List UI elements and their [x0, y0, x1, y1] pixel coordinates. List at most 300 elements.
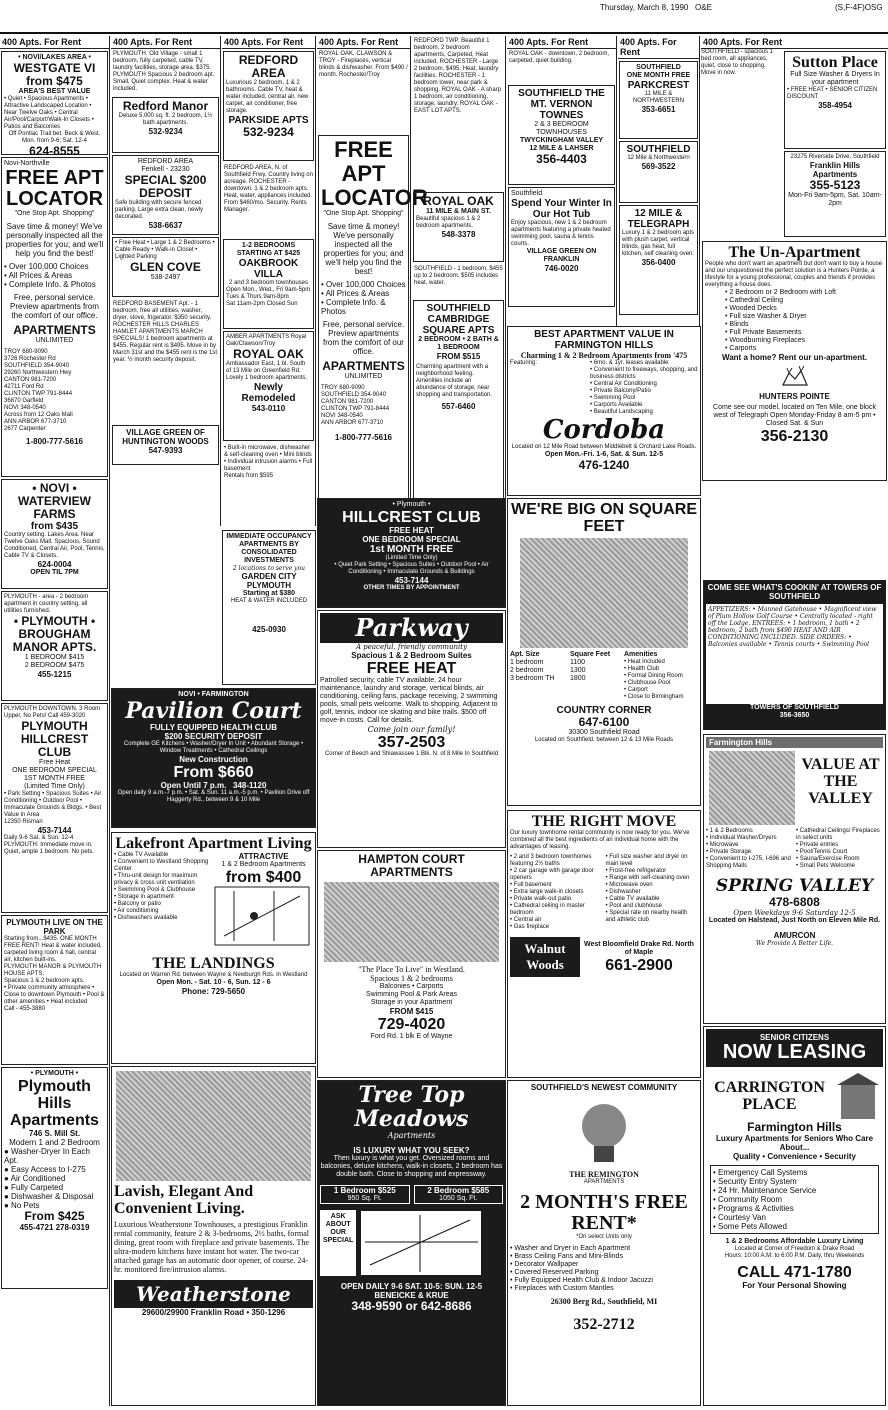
table-cell: 1 bedroom [510, 659, 544, 666]
ad-tag: NOVI • FARMINGTON [178, 691, 249, 698]
ad-title: Lavish, Elegant And Convenient Living. [114, 1183, 254, 1217]
royal-oak-ad: AMBER APARTMENTS Royal Oak/Clawson/Troy ROYAL OAK Ambassador East, 1 bl. South of 13 Mile on Greenfield Rd. Lovely 1 bedroom apartments. Newly Remodeled 543-0110 [223, 331, 314, 441]
ad-phone: 547-9393 [148, 446, 183, 455]
ad-subtitle: Modern 1 and 2 Bedroom [9, 1138, 100, 1147]
feature: • Balcony or patio [114, 901, 161, 907]
ad-preview: Free, personal service. Preview apartments from the comfort of our office. [322, 320, 405, 356]
ad-title: • NOVI • WATERVIEW FARMS [18, 481, 91, 521]
ad-phone: 532-9234 [243, 125, 294, 139]
ad-hours: Mon-Fri 9am-5pm, Sat. 10am-2pm [788, 192, 882, 207]
ad-phone: 348-1120 [233, 781, 267, 790]
feet-illustration [520, 538, 688, 648]
classified-text: • Built-in microwave, dishwasher & self-cleaning oven • Mini blinds • Individual intrusion alarms • Full basement Rentals from $595 [224, 445, 313, 479]
column-heading: 400 Apts. For Rent [618, 36, 699, 59]
column-7 [618, 36, 700, 326]
waterview-ad: • NOVI • WATERVIEW FARMS from $435 Country setting. Lakes Area. Near Twelve Oaks Mall. Spacious, Sound Conditioned, Central Air, Pool, Tennis, Cable TV & Closets. 624-0004 OPEN TIL 7PM [1, 479, 108, 589]
bullet: ● Easy Access to I-275 [4, 1165, 86, 1174]
ad-footer: Open daily 9 a.m.-7 p.m. • Sat. & Sun. 11 a.m.-5 p.m. • Pavilion Drive off Haggerty Rd., between 9 & 10 Mile [117, 790, 310, 803]
ad-subtitle: AREA'S BEST VALUE [18, 88, 91, 95]
feature: • Private Balcony/Patio [590, 388, 651, 394]
hot-tub-ad: Southfield Spend Your Winter In Our Hot Tub Enjoy spacious, new 1 & 2 bedroom apartments featuring a private heated swimming pool, sauna & tennis courts. VILLAGE GREEN ON FRANKLIN 746-0020 [508, 187, 615, 307]
ad-visit: Come see our model, located on Ten Mile, one block west of Telegraph Open Monday-Friday 8 am-5 pm • Closed Sat. & Sun [713, 404, 876, 427]
table-header: Square Feet [570, 651, 611, 658]
ad-subtitle: 2 & 3 BEDROOM TOWNHOUSES [534, 121, 589, 136]
feature: • Extra large walk-in closets [510, 889, 584, 895]
ad-title: IS LUXURY WHAT YOU SEEK? [353, 1146, 470, 1155]
brand: HUNTERS POINTE [759, 392, 830, 401]
ad-title: NOW LEASING [722, 1041, 867, 1063]
amenity: • Close to Birmingham [624, 694, 684, 700]
ad-title: Plymouth Hills Apartments [10, 1078, 99, 1129]
ad-line: FREE HEAT [389, 526, 434, 535]
amenity: • Clubhouse Pool [624, 680, 671, 686]
feature: • Fully Equipped Health Club & Indoor Jacuzzi [510, 1277, 653, 1284]
feature: • Private Storage [706, 849, 752, 855]
ad-slogan: "One Stop Apt. Shopping" [323, 210, 404, 217]
column-2 [111, 36, 221, 526]
ad-slogan: "One Stop Apt. Shopping" [14, 210, 95, 217]
ad-line: PLYMOUTH [246, 581, 292, 590]
feature: • Sauna/Exercise Room [796, 856, 860, 862]
ad-title: PLYMOUTH HILLCREST CLUB [20, 719, 89, 759]
ad-title: SOUTHFIELD [626, 144, 691, 155]
ad-cta: Want a home? Rent our un-apartment. [721, 353, 868, 362]
country-corner-ad [507, 498, 701, 806]
table-cell: 1300 [570, 667, 586, 674]
ad-phone: 746-0020 [544, 264, 579, 273]
ad-phone: 1-800-777-5616 [26, 437, 83, 446]
top-rule [0, 32, 888, 34]
brand-logo: Tree Top Meadows [354, 1082, 469, 1132]
southfield-ad [619, 141, 698, 203]
ad-subtitle: Full Size Washer & Dryers In your apartment [790, 71, 880, 86]
bullet: • Over 100,000 Choices [321, 280, 406, 289]
brand-sub: UNLIMITED [344, 373, 383, 380]
ad-tag: • Plymouth • [392, 501, 431, 508]
unit-price: 1 Bedroom $525 [333, 1186, 396, 1195]
ad-phone: 425-0930 [252, 625, 286, 634]
ad-phone: 455-1215 [37, 670, 72, 679]
ad-phone: 729-4020 [377, 1016, 446, 1033]
ad-phone: 548-3378 [441, 230, 476, 239]
ad-line: $200 SECURITY DEPOSIT [164, 732, 263, 741]
brand: APARTMENTS [13, 323, 96, 337]
apt-locator-ad: Novi-Northville FREE APT LOCATOR "One Stop Apt. Shopping" Save time & money! We've personally inspected all the properties for you; and we'll help you find the best! • Over 100,000 Choices • All Prices & Areas • Complete Info. & Photos Free, personal service. Preview apartments from the comfort of our office. APARTMENTS UNLIMITED TROY 680-9090 3726 Rochester Rd SOUTHFIELD 354-9040 29260 Northwestern Hwy CANTON 981-7200 42711 Ford Rd CLINTON TWP 791-8444 36870 Garfield NOVI 348-0540 Across from 12 Oaks Mall ANN ARBOR 677-3710 2677 Carpenter 1-800-777-5616 [1, 157, 108, 477]
ad-phone: 624-0004 [37, 560, 72, 569]
ad-body: Deluxe 5,000 sq. ft. 2 bedroom, 1½ bath apartments. [118, 113, 213, 126]
brand-logo: Cordoba [542, 415, 666, 445]
ad-footer: OTHER TIMES BY APPOINTMENT [363, 585, 460, 591]
ad-phone: 356-0400 [641, 258, 676, 267]
column-heading: 400 Apts. For Rent [701, 36, 888, 49]
oakbrook-ad: 1-2 BEDROOMS STARTING AT $425 OAKBROOK VILLA 2 and 3 bedroom townhouses Open Mon., Wed., Fri 9am-5pm Tues & Thurs 9am-8pm Sat 11am-2pm Closed Sun [223, 239, 314, 329]
ad-title: Redford Manor [122, 99, 209, 113]
ad-title: Lakefront Apartment Living [115, 835, 312, 852]
ad-phone: 538-2497 [150, 274, 181, 281]
ad-title: • PLYMOUTH • BROUGHAM MANOR APTS. [12, 614, 97, 654]
feature: • Special rate on nearby health and athletic club [605, 910, 688, 923]
ad-phone: 352-2712 [573, 1316, 635, 1333]
page-code: (S,F-4F)OSG [835, 3, 883, 12]
landings-ad [111, 832, 316, 1064]
plymouth-misc-ad: PLYMOUTH LIVE ON THE PARK Starting from...$435. ONE MONTH FREE RENT! Heat & water included, carpeted living room & hall, central air, kitchen built-ins. PLYMOUTH MANOR & PLYMOUTH HOUSE APTS. Spacious 1 & 2 bedroom apts. • Private community atmosphere • Close to downtown Plymouth • Pool & other amenities • Heat included Call - 455-3880 [1, 915, 108, 1065]
redford-area-ad: REDFORD AREA Luxurious 2 bedroom, 1 & 2 bathrooms. Cable TV, heat & water included, central air, new carpet, air conditioner, free storage. PARKSIDE APTS 532-9234 [223, 51, 314, 161]
ad-title: ROYAL OAK [233, 347, 304, 361]
bullet: • Over 100,000 Choices [4, 262, 89, 271]
brand: APARTMENTS [322, 359, 405, 373]
ad-cta: ASK ABOUT OUR SPECIAL [320, 1210, 356, 1276]
brand: THE REMINGTON [569, 1170, 639, 1179]
feature: • Private walk-out patio [510, 896, 572, 902]
feature: • Microwave [706, 842, 739, 848]
glen-cove-ad: • Free Heat • Large 1 & 2 Bedrooms • Cable Ready • Walk-in Closet • Lighted Parking GLEN COVE 538-2497 [112, 237, 219, 297]
ad-phone: Phone: 729-5650 [181, 987, 246, 996]
bullet: • Some Pets Allowed [713, 1222, 787, 1231]
ad-tag: • NOVI/LAKES AREA • [18, 54, 91, 61]
table-cell: 1100 [570, 659, 586, 666]
feature: • Range with self-cleaning oven [605, 875, 690, 881]
feature: • 2 and 3 bedroom townhomes featuring 2½ baths [510, 854, 592, 867]
ad-subtitle: 2 and 3 bedroom townhouses [228, 280, 309, 286]
ad-title: SOUTHFIELD CAMBRIDGE SQUARE APTS [422, 303, 495, 336]
telegraph-ad: 12 MILE & TELEGRAPH Luxury 1 & 2 bedroom apts with plush carpet, vertical blinds, gas heat, full kitchen, self cleaning oven. 356-0400 [619, 205, 698, 315]
ad-subtitle: Spacious 1 & 2 bedrooms [370, 974, 453, 983]
bullet: • 24 Hr. Maintenance Service [713, 1186, 817, 1195]
brand-logo: Weatherstone [114, 1280, 313, 1308]
ad-title: Sutton Place [792, 54, 878, 71]
ad-subtitle: Luxury Apartments for Seniors Who Care About... [715, 1134, 874, 1152]
ad-phone: 532-9234 [148, 127, 183, 136]
hunters-logo [705, 365, 884, 401]
feature: • Swimming Pool & Clubhouse [114, 887, 196, 893]
brougham-ad: PLYMOUTH - area - 2 bedroom apartment in country setting, all utilities furnished. • PLYMOUTH • BROUGHAM MANOR APTS. 1 BEDROOM $415 2 BEDROOM $475 455-1215 [1, 591, 108, 701]
tree-top-ad [317, 1080, 506, 1406]
ad-preview: Free, personal service. Preview apartments from the comfort of our office. [10, 293, 99, 320]
bullet: • Full size Washer & Dryer [725, 313, 807, 320]
column-1 [0, 36, 110, 1406]
ad-line: HEAT & WATER INCLUDED [230, 598, 308, 604]
ad-line: GARDEN CITY [241, 572, 297, 581]
table-header: Amenities [624, 651, 658, 658]
feature: • Dishwasher [605, 889, 641, 895]
weatherstone-photo [116, 1071, 311, 1181]
ad-menu: APPETIZERS: • Manned Gatehouse • Magnificent view of Plum Hollow Golf Course • Centrally located - right off the Lodge. ENTREES: • 1 bedroom, 1 bath • 2 bedroom, 2 bath from $490 HEAT AND AIR CONDITIONING INCLUDED. SIDE ORDERS: • Balconies available • Tennis courts • Swimming Pool [706, 604, 883, 704]
ad-hours: Open Mon. - Sat. 10 - 6, Sun. 12 - 6 [156, 979, 271, 986]
feature: • Beautiful Landscaping [590, 409, 653, 415]
bullet: • Carports [725, 345, 757, 352]
ad-subtitle: 2 locations to serve you [232, 565, 306, 572]
feature: • Microwave oven [605, 882, 653, 888]
ad-phone: 356-2130 [760, 428, 829, 445]
ad-line: (Limited Time Only) [385, 555, 438, 561]
feature: • Convenient to Westland Shopping Center [114, 859, 209, 872]
ad-title: Franklin Hills Apartments [809, 161, 861, 179]
remington-ad [507, 1080, 701, 1406]
unit-size: 950 Sq. Ft. [347, 1195, 382, 1202]
ad-address: 26300 Berg Rd., Southfield, MI [550, 1297, 658, 1306]
ad-line: 1st MONTH FREE [369, 544, 454, 555]
ad-title: WESTGATE VI [13, 61, 96, 75]
unit-size: 1050 Sq. Ft. [439, 1195, 478, 1202]
hampton-photo [324, 882, 499, 962]
franklin-row [701, 149, 888, 239]
ad-phone: 357-2503 [377, 734, 446, 751]
ad-phone: 624-8555 [29, 144, 80, 158]
ad-title: VALUE AT THE VALLEY [801, 756, 880, 807]
feature: • Convenient to freeways, shopping, and business districts [590, 367, 698, 380]
classified-text: REDFORD TWP. Beautiful 1 bedroom, 2 bedroom apartments, Carpeted, Heat included. ROCHESTER - Large 2 bedroom, $495. Heat, laundry facilities. ROCHESTER - 1 bedroom lower, near park & shopping. ROYAL OAK - A sharp 1 bedroom, air conditioning, storage, laundry. ROYAL OAK - EAST LOT APTS. [414, 38, 502, 114]
feature: • Full size washer and dryer on main level [605, 854, 688, 867]
sutton-ad: Sutton Place Full Size Washer & Dryers In your apartment • FREE HEAT • SENIOR CITIZEN DISCOUNT 358-4954 [784, 51, 886, 149]
deer-icon [775, 365, 815, 387]
apt-locator-ad-2: FREE APT LOCATOR "One Stop Apt. Shopping" Save time & money! We've personally inspected all the properties for you; and we'll help you find the best! • Over 100,000 Choices • All Prices & Areas • Complete Info. & Photos Free, personal service. Preview apartments from the comfort of our office. APARTMENTS UNLIMITED TROY 680-9090 SOUTHFIELD 354-9040 CANTON 981-7200 CLINTON TWP 791-8444 NOVI 348-0540 ANN ARBOR 677-3710 1-800-777-5616 [318, 135, 409, 525]
ad-body: People who don't want an apartment but don't want to buy a house and our unquestioned the perfect solution is a Hunters Pointe, a lifestyle for a young professional, couples and friends if provides everything a house does. [705, 261, 883, 288]
brand-sub: UNLIMITED [35, 337, 74, 344]
ad-phone: 358-4954 [818, 101, 852, 110]
ad-phone: 455-4721 278-0319 [19, 1223, 90, 1232]
feature: • Gas fireplace [510, 924, 550, 930]
table-cell: 2 bedroom [510, 667, 544, 674]
ad-subtitle: Charming 1 & 2 Bedroom Apartments from '475 [520, 351, 688, 360]
column-6 [507, 36, 617, 326]
ad-subtitle: A peaceful, friendly community [355, 643, 468, 651]
bullet: • All Prices & Areas [4, 271, 73, 280]
ad-title: Spacious 1 & 2 Bedroom Suites [351, 651, 472, 660]
ad-body: Then luxury is what you get. Oversized rooms and balconies, deluxe kitchens, walk-in closets, 2 bedroom has double bath. Close to shopping and expressway. [320, 1155, 503, 1178]
village-green-huntington-ad [112, 425, 219, 465]
ad-location: Located at Corner of Freedom & Drake Road [734, 1246, 855, 1252]
ad-phone: 661-2900 [605, 956, 673, 974]
table-cell: 3 bedroom TH [510, 675, 555, 682]
feature: • Cable TV available [605, 896, 660, 902]
ad-title: VILLAGE GREEN OF HUNTINGTON WOODS [122, 428, 209, 446]
ad-phone: 476-1240 [578, 458, 630, 472]
feature: • Private entries [796, 842, 839, 848]
column-heading: 400 Apts. For Rent [0, 36, 109, 49]
ad-title: FREE APT LOCATOR [321, 137, 428, 210]
bullet: ● Washer-Dryer In Each Apt. [4, 1147, 90, 1165]
bullet: • Emergency Call Systems [713, 1168, 808, 1177]
feature: • Central Air Conditioning [590, 381, 657, 387]
ad-phone: 356-3650 [779, 712, 810, 719]
valley-photo [709, 751, 795, 825]
ad-title: IMMEDIATE OCCUPANCY APARTMENTS BY CONSOLIDATED INVESTMENTS [226, 533, 312, 564]
feature: • Full basement [510, 882, 552, 888]
column-heading: 400 Apts. For Rent [317, 36, 410, 49]
bullet: • Courtesy Van [713, 1213, 766, 1222]
plymouth-hills-ad: • PLYMOUTH • Plymouth Hills Apartments 746 S. Mill St. Modern 1 and 2 Bedroom ● Washer-Dryer In Each Apt. ● Easy Access to I-275 ● Air Conditioned ● Fully Carpeted ● Dishwasher & Disposal ● No Pets From $425 455-4721 278-0319 [1, 1067, 108, 1289]
feature: • Fireplaces with Custom Mantles [510, 1285, 614, 1292]
classified-text: PLYMOUTH. Old Village - small 1 bedroom, fully carpeted, cable TV, laundry facilities, storage area. $375. PLYMOUTH Spacious 2 bedroom apt. Small, Quiet complex. Heat & water included. [113, 51, 215, 92]
ad-subtitle: Quality • Convenience • Security [733, 1152, 856, 1161]
feature: • Decorator Wallpaper [510, 1261, 579, 1268]
ad-body: Patrolled security, cable TV available, 24 hour maintenance, laundry and storage, vertical blinds, air conditioning, ceiling fans, package receiving, 2 swimming pools, small pets welcome. Walk to shopping. Adjacent to golf, tennis, indoor ice skating and bike trails. $500 off move-in costs. Call for details. [320, 677, 498, 724]
ad-line: FULLY EQUIPPED HEALTH CLUB [150, 723, 277, 732]
cambridge-ad: SOUTHFIELD CAMBRIDGE SQUARE APTS 2 BEDROOM • 2 BATH & 1 BEDROOM FROM $515 Charming apartment with a neighborhood feeling. Amenities include an abundance of storage, near shopping and transportation. 557-6460 [413, 300, 504, 520]
ad-title: HILLCREST CLUB [342, 509, 481, 526]
ad-price: Starting at $380 [242, 590, 296, 597]
feature: • Carports Available [590, 402, 643, 408]
ad-line: FREE HEAT [366, 660, 457, 677]
bullet: • Complete Info. & Photos [321, 298, 386, 316]
ad-title: The Un-Apartment [728, 244, 861, 261]
feature: • Individual Washer/Dryers [706, 835, 777, 841]
ad-subtitle: Farmington Hills [747, 1120, 842, 1134]
brand: TOWERS OF SOUTHFIELD [750, 704, 839, 711]
franklin-hills-ad: 23275 Riverside Drive, Southfield Franklin Hills Apartments 355-5123 Mon-Fri 9am-5pm, Sat. 10am-2pm [784, 151, 886, 237]
classified-text: SOUTHFIELD - spacious 1 bed room, all appliances, quiet, close to shopping. Move in now. [701, 49, 774, 76]
ad-line: Storage in your Apartment [370, 999, 453, 1006]
hillcrest-banner-ad [317, 498, 506, 608]
redford-manor-ad [112, 97, 219, 153]
ad-cta: Come join our family! [367, 725, 456, 734]
ad-body: Luxurious Weatherstone Townhouses, a prestigious Franklin rental community, feature 2 & 3-bedrooms, 2½ baths, formal dining, great room with fireplace and private basements. The ultra-modern kitchens have instant hot water. The two-car attached garage has an automatic door opener, of course. 24-hr. monitored fire/intrusion alarms. [114, 1220, 309, 1274]
ad-promo: 2 MONTH'S FREE RENT* [520, 1191, 688, 1234]
hillcrest-small-ad: PLYMOUTH DOWNTOWN. 3 Room Upper, No Pets! Call 459-3020 PLYMOUTH HILLCREST CLUB Free Heat ONE BEDROOM SPECIAL 1ST MONTH FREE (Limited Time Only) • Park Setting • Spacious Suites • Air Conditioning • Outdoor Pool • Immaculate Grounds & Bldgs. • Best Value in Area 12350 Risman 453-7144 Daily 9-6 Sat. & Sun. 12-4 PLYMOUTH: Immediate move in. Quiet, ample 1 bedroom. No pets. [1, 703, 108, 913]
brand-logo: SPRING VALLEY [715, 876, 874, 896]
ad-address: 746 S. Mill St. [28, 1129, 81, 1138]
hampton-court-ad [317, 850, 506, 1078]
feature: • Frost-free refrigerator [605, 868, 667, 874]
feature: • Pool/Tennis Court [796, 849, 848, 855]
ad-title: OAKBROOK VILLA [238, 258, 299, 280]
ad-body: Save time & money! We've personally inspected all the properties for you; and we'll help you find the best! [5, 222, 104, 258]
ad-subtitle: Newly Remodeled [241, 382, 296, 404]
ad-location: Located on Warren Rd. between Wayne & Newburgh Rds. in Westland [119, 972, 308, 978]
sutton-row [701, 49, 888, 149]
ad-phone: 353-6651 [641, 105, 676, 114]
ad-note: Located on Southfield, between 12 & 13 Mile Roads [534, 737, 674, 743]
parkcrest-ad: SOUTHFIELD ONE MONTH FREE PARKCREST 11 MILE & NORTHWESTERN 353-6651 [619, 61, 698, 139]
bullet: • Complete Info. & Photos [4, 280, 96, 289]
ad-title: FREE APT LOCATOR [5, 167, 104, 210]
lion-crest-icon [574, 1096, 634, 1166]
bullet: • Full Private Basements [725, 329, 802, 336]
ad-title: 12 MILE & TELEGRAPH [627, 208, 690, 230]
table-header: Apt. Size [510, 651, 540, 658]
ad-line: ATTRACTIVE [238, 852, 289, 861]
bullet: • Security Entry System [713, 1177, 797, 1186]
ad-price: FROM $515 [436, 352, 481, 361]
ad-location: Located on 12 Mile Road between Middlebelt & Orchard Lake Roads. [511, 444, 697, 450]
weatherstone-ad [111, 1066, 316, 1406]
ad-hours: OPEN DAILY 9-6 SAT. 10-5: SUN. 12-5 [340, 1282, 483, 1291]
ad-price: from $435 [30, 521, 79, 532]
feature: • Washer and Dryer in Each Apartment [510, 1245, 631, 1252]
ad-hours: Open Mon.-Fri. 1-6, Sat. & Sun. 12-5 [544, 451, 664, 458]
ad-phone: 1-800-777-5616 [335, 433, 392, 442]
classified-text: REDFORD AREA, N. of Southfield Frwy. Country living on acreage. ROCHESTER - downtown, 1 & 2 bedroom apts. Heat, water, appliances included. From $460/mo. Security. Rents Manager. [224, 165, 313, 213]
ad-address: Corner of Beech and Shiawassee 1 Blk. N. of 8 Mile In Southfield [324, 751, 499, 757]
bullet: • Cathedral Ceiling [725, 297, 784, 304]
ad-phone: 355-5123 [809, 178, 861, 192]
unit-price: 2 Bedroom $585 [427, 1186, 490, 1195]
ad-title: SOUTHFIELD'S NEWEST COMMUNITY [530, 1083, 678, 1092]
column-heading: 400 Apts. For Rent [507, 36, 616, 49]
carrington-ad [703, 1026, 886, 1406]
ad-name: CARRINGTON PLACE [714, 1079, 825, 1113]
brand-sub: APARTMENTS [583, 1179, 625, 1185]
special-deposit-ad: REDFORD AREA Fenkell - 23230 SPECIAL $200 DEPOSIT Safe building with secure fenced parking. Large extra clean, newly decorated. 538-6637 [112, 155, 219, 235]
ad-subtitle: Apartments [387, 1131, 436, 1140]
column-8 [701, 36, 888, 576]
classified-text: ROYAL OAK, CLAWSON & TROY - Fireplaces, vertical blinds & dishwasher. From $490 / month. Rochester/Troy [319, 51, 408, 78]
ad-phone: 29600/29900 Franklin Road • 350-1296 [141, 1308, 286, 1317]
amenity: • Carport [624, 687, 648, 693]
ad-title: ROYAL OAK [423, 194, 494, 208]
ad-phone: 478-6808 [769, 895, 820, 909]
ad-title: COME SEE WHAT'S COOKIN' AT TOWERS OF SOUTHFIELD [707, 583, 882, 601]
company-logo: AMURCON [773, 931, 816, 940]
page-header [0, 0, 888, 20]
ad-phone: 348-9590 or 642-8686 [351, 1299, 472, 1313]
feature: • 1 & 2 Bedrooms [706, 828, 753, 834]
ad-title: SOUTHFIELD THE MT. VERNON TOWNES [518, 88, 605, 121]
feature: • Swimming Pool [590, 395, 636, 401]
feature: • Brass Ceiling Fans and Mini-Blinds [510, 1253, 623, 1260]
ad-title: SPECIAL $200 DEPOSIT [124, 173, 207, 200]
immediate-occupancy-ad [222, 530, 316, 685]
ad-line: Swimming Pool & Park Areas [365, 991, 458, 998]
ad-name: BENEICKE & KRUE [374, 1291, 449, 1300]
ad-hours: Open Until 7 p.m. [160, 781, 227, 790]
bullet: ● Dishwasher & Disposal [4, 1192, 94, 1201]
ad-cta: CALL 471-1780 [737, 1264, 852, 1281]
spring-valley-ad [703, 734, 886, 1024]
ad-price: FROM $415 [389, 1007, 434, 1016]
ad-title: BEST APARTMENT VALUE IN FARMINGTON HILLS [534, 329, 674, 351]
ad-hours: OPEN TIL 7PM [30, 569, 79, 576]
ad-subtitle: 12 Mile & Northwestern [627, 155, 690, 161]
brand-logo: Walnut Woods [510, 937, 580, 977]
ad-phone: 557-6460 [441, 402, 476, 411]
bullet: ● Air Conditioned [4, 1174, 66, 1183]
feature: • Pool and clubhouse [605, 903, 662, 909]
ad-title: REDFORD AREA [238, 53, 299, 80]
column-heading: 400 Apts. For Rent [222, 36, 315, 49]
column-3 [222, 36, 316, 526]
ad-phone: 538-6637 [148, 221, 183, 230]
ad-line: New Construction [179, 755, 248, 764]
ad-price: from $400 [225, 869, 302, 886]
map-icon [214, 886, 310, 946]
ad-note: *On select Units only [576, 1234, 632, 1240]
ad-address: Ford Rd. 1 blk E of Wayne [370, 1033, 453, 1040]
ad-name: VILLAGE GREEN ON FRANKLIN [526, 248, 597, 263]
ad-subtitle: 2 BEDROOM • 2 BATH & 1 BEDROOM [418, 336, 499, 351]
ad-subtitle: PARKSIDE APTS [228, 115, 309, 126]
towers-ad [703, 580, 886, 730]
feature: • Cathedral Ceilings/ Fireplaces in select units [796, 828, 880, 841]
bullet: • Blinds [725, 321, 749, 328]
ad-intro: Our luxury townhome rental community is now ready for you. We've combined all the best ingredients of an individual home with the advantages of leasing. [510, 830, 690, 850]
amenity: • Heat Included [624, 659, 665, 665]
bullet: • Wooded Decks [725, 305, 777, 312]
column-heading: 400 Apts. For Rent [111, 36, 220, 49]
ad-address: 30300 Southfield Road [568, 729, 640, 736]
brand-logo: Parkway [320, 613, 503, 643]
ad-title: THE RIGHT MOVE [531, 813, 677, 830]
classified-text: SOUTHFIELD - 1 bedroom, $455 up to 2 bedroom, $505 includes heat, water. [414, 266, 503, 286]
ad-title: HAMPTON COURT APARTMENTS [358, 852, 465, 879]
feature: • Thru-unit design for maximum privacy & cross unit ventilation [114, 873, 198, 886]
bullet: • All Prices & Areas [321, 289, 390, 298]
parkway-ad [317, 610, 506, 848]
bullet: • Programs & Activities [713, 1204, 794, 1213]
bullet: ● No Pets [4, 1201, 40, 1210]
table-cell: 1800 [570, 675, 586, 682]
ad-line: Balconies • Carports [379, 983, 444, 990]
